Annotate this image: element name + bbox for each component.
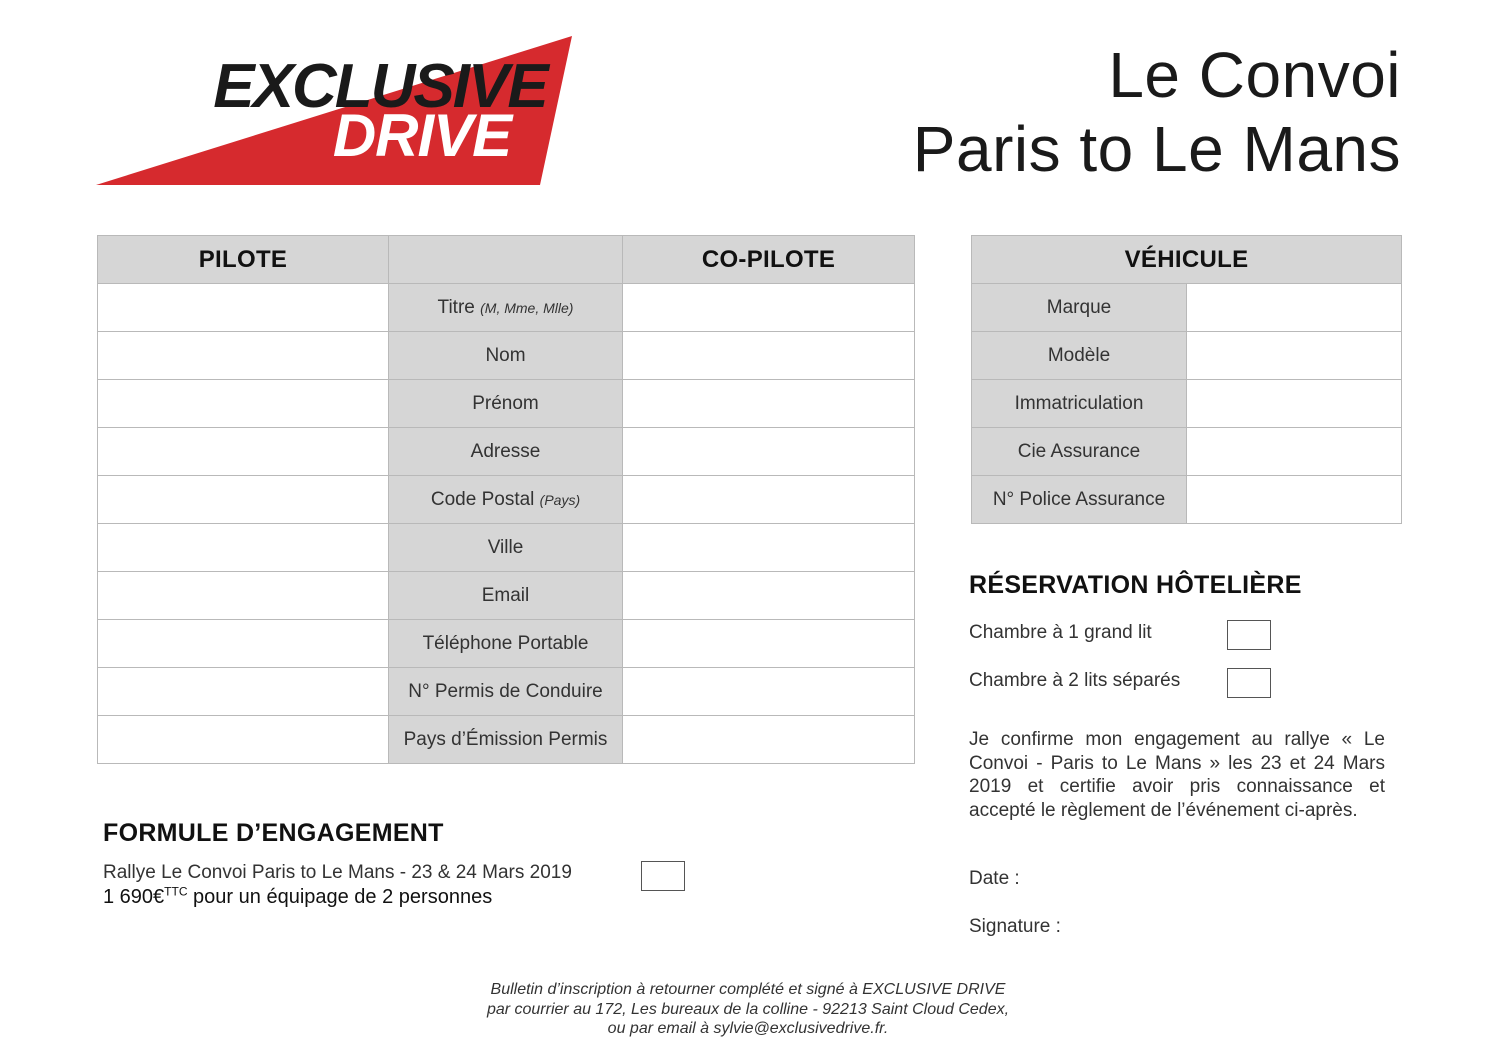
- copilot-input-cell[interactable]: [623, 428, 915, 476]
- pilot-input-cell[interactable]: [98, 332, 389, 380]
- formule-price-suffix: TTC: [164, 884, 188, 899]
- copilot-input-cell[interactable]: [623, 284, 915, 332]
- copilot-input-cell[interactable]: [623, 524, 915, 572]
- formule-price-line: [103, 886, 492, 909]
- header-blank: [389, 236, 623, 284]
- footer-line2: par courrier au 172, Les bureaux de la colline - 92213 Saint Cloud Cedex,: [486, 1000, 1010, 1018]
- vehicle-rows: [972, 284, 1402, 524]
- field-label-text: Nom: [485, 344, 526, 366]
- hotel-option1-label: Chambre à 1 grand lit: [969, 622, 1152, 643]
- hotel-option2-checkbox[interactable]: [1227, 668, 1271, 698]
- field-label: [389, 476, 623, 524]
- pilot-copilot-table: [97, 235, 915, 764]
- pilot-input-cell[interactable]: [98, 572, 389, 620]
- field-label: [389, 572, 623, 620]
- logo-line2: DRIVE: [332, 102, 512, 169]
- vehicle-input-cell[interactable]: [1187, 380, 1402, 428]
- header-pilote: PILOTE: [98, 236, 389, 284]
- vehicle-input-cell[interactable]: [1187, 284, 1402, 332]
- copilot-input-cell[interactable]: [623, 620, 915, 668]
- title-line1: Le Convoi: [1108, 39, 1401, 111]
- pilot-input-cell[interactable]: [98, 284, 389, 332]
- field-label-hint: (Pays): [539, 491, 581, 508]
- confirmation-text: Je confirme mon engagement au rallye « Le Convoi - Paris to Le Mans » les 23 et 24 Mars 2019 et certifie avoir pris connaissance et accepté le règlement de l’événement ci-après.: [969, 729, 1385, 821]
- hotel-heading: RÉSERVATION HÔTELIÈRE: [969, 571, 1302, 599]
- formule-checkbox[interactable]: [641, 861, 685, 891]
- formule-price-detail: pour un équipage de 2 personnes: [187, 886, 493, 908]
- pilot-input-cell[interactable]: [98, 428, 389, 476]
- field-label-text: N° Permis de Conduire: [408, 680, 603, 702]
- vehicle-field-label: Modèle: [972, 332, 1187, 380]
- copilot-input-cell[interactable]: [623, 572, 915, 620]
- vehicle-field-label: Marque: [972, 284, 1187, 332]
- header-copilote: CO-PILOTE: [623, 236, 915, 284]
- vehicle-field-label: Cie Assurance: [972, 428, 1187, 476]
- field-label-hint: (M, Mme, Mlle): [480, 299, 574, 316]
- field-label-text: Prénom: [472, 392, 539, 414]
- pilot-input-cell[interactable]: [98, 620, 389, 668]
- logo-line1: EXCLUSIVE: [213, 52, 547, 121]
- vehicle-table: [971, 235, 1402, 524]
- page-title: [913, 38, 1401, 186]
- hotel-option1-checkbox[interactable]: [1227, 620, 1271, 650]
- pilot-input-cell[interactable]: [98, 524, 389, 572]
- pilot-row: [98, 428, 915, 476]
- pilot-input-cell[interactable]: [98, 716, 389, 764]
- field-label-text: Ville: [487, 536, 524, 558]
- pilot-input-cell[interactable]: [98, 380, 389, 428]
- pilot-row: [98, 620, 915, 668]
- pilot-rows: [98, 284, 915, 764]
- copilot-input-cell[interactable]: [623, 476, 915, 524]
- formule-heading: FORMULE D’ENGAGEMENT: [103, 819, 444, 847]
- field-label: [389, 668, 623, 716]
- footer-line3: ou par email à sylvie@exclusivedrive.fr.: [607, 1020, 889, 1037]
- hotel-option2-label: Chambre à 2 lits séparés: [969, 670, 1181, 691]
- pilot-row: [98, 716, 915, 764]
- field-label: [389, 716, 623, 764]
- pilot-row: [98, 380, 915, 428]
- copilot-input-cell[interactable]: [623, 380, 915, 428]
- copilot-input-cell[interactable]: [623, 716, 915, 764]
- title-line2: Paris to Le Mans: [912, 113, 1401, 185]
- pilot-row: [98, 476, 915, 524]
- pilot-row: [98, 668, 915, 716]
- vehicle-row: [972, 428, 1402, 476]
- pilot-row: [98, 572, 915, 620]
- field-label: [389, 620, 623, 668]
- signature-label: Signature :: [969, 916, 1061, 937]
- footer-note: [398, 980, 1098, 1039]
- formule-line1: Rallye Le Convoi Paris to Le Mans - 23 & 24 Mars 2019: [103, 862, 572, 883]
- pilot-row: [98, 332, 915, 380]
- vehicle-input-cell[interactable]: [1187, 332, 1402, 380]
- pilot-input-cell[interactable]: [98, 476, 389, 524]
- pilot-input-cell[interactable]: [98, 668, 389, 716]
- vehicle-field-label: N° Police Assurance: [972, 476, 1187, 524]
- vehicle-field-label: Immatriculation: [972, 380, 1187, 428]
- field-label-text: Code Postal: [430, 488, 535, 510]
- formule-price: 1 690€: [103, 886, 165, 908]
- vehicle-row: [972, 380, 1402, 428]
- pilot-row: [98, 284, 915, 332]
- copilot-input-cell[interactable]: [623, 332, 915, 380]
- vehicle-row: [972, 332, 1402, 380]
- vehicle-input-cell[interactable]: [1187, 428, 1402, 476]
- footer-line1: Bulletin d’inscription à retourner complété et signé à EXCLUSIVE DRIVE: [490, 981, 1006, 998]
- field-label: [389, 380, 623, 428]
- field-label-text: Pays d’Émission Permis: [403, 728, 608, 750]
- field-label-text: Téléphone Portable: [422, 632, 589, 654]
- pilot-row: [98, 524, 915, 572]
- field-label: [389, 284, 623, 332]
- date-label: Date :: [969, 868, 1020, 889]
- field-label: [389, 428, 623, 476]
- field-label: [389, 332, 623, 380]
- copilot-input-cell[interactable]: [623, 668, 915, 716]
- header-vehicule: VÉHICULE: [972, 236, 1402, 284]
- field-label: [389, 524, 623, 572]
- field-label-text: Adresse: [470, 440, 541, 462]
- vehicle-row: [972, 476, 1402, 524]
- field-label-text: Titre: [437, 296, 475, 318]
- vehicle-row: [972, 284, 1402, 332]
- field-label-text: Email: [481, 584, 530, 606]
- exclusive-drive-logo: [94, 34, 576, 188]
- vehicle-input-cell[interactable]: [1187, 476, 1402, 524]
